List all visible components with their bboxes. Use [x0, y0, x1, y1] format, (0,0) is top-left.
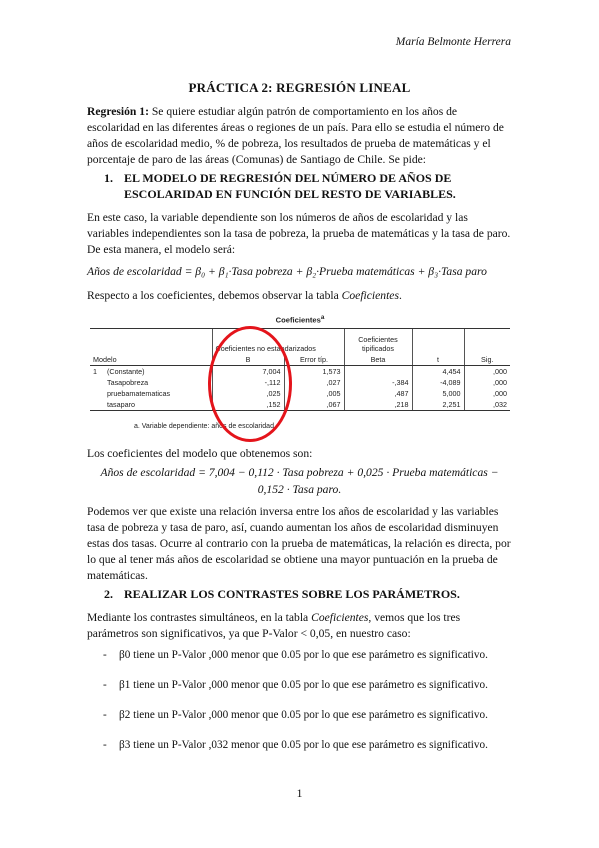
list-dash: -	[103, 739, 107, 751]
header-t: t	[412, 353, 464, 366]
highlight-circle	[208, 326, 292, 442]
estimated-formula-line-2: 0,152 · Tasa paro.	[257, 483, 342, 496]
cell-t: 5,000	[412, 388, 464, 399]
coefficients-table-title	[90, 314, 510, 325]
pvalue-list	[87, 648, 512, 768]
list-item-text: β0 tiene un P-Valor ,000 menor que 0.05 por lo que ese parámetro es significativo.	[119, 649, 488, 661]
cell-se: ,005	[284, 388, 344, 399]
header-sig: Sig.	[464, 353, 510, 366]
contrasts-paragraph	[87, 610, 512, 642]
table-row	[90, 399, 510, 411]
cell-b: ,025	[212, 388, 284, 399]
model-formula: Años de escolaridad = β₀ + β₁·Tasa pobreza + β₂·Prueba matemáticas + β₃·Tasa paro	[87, 265, 487, 278]
list-item	[87, 738, 512, 768]
header-spacer	[90, 329, 212, 354]
coefficients-table	[90, 312, 510, 438]
cell-sig: ,000	[464, 388, 510, 399]
author-name: María Belmonte Herrera	[395, 36, 511, 48]
cell-b: 7,004	[212, 366, 284, 378]
cell-sig: ,000	[464, 377, 510, 388]
cell-beta: ,487	[344, 388, 412, 399]
intro-paragraph	[87, 104, 512, 168]
contrasts-text: Mediante los contrastes simultáneos, en la tabla	[87, 611, 312, 624]
cell-beta: ,218	[344, 399, 412, 411]
cell-se: 1,573	[284, 366, 344, 378]
list-dash: -	[103, 709, 107, 721]
table-title-text: Coeficientes	[275, 315, 321, 325]
page-number: 1	[296, 786, 303, 800]
header-group-standardized: Coeficientes tipificados	[344, 329, 412, 354]
model-description: En este caso, la variable dependiente son los números de años de escolaridad y las variables independientes son la tasa de pobreza, la prueba de matemáticas y la tasa de paro. De esta manera, el modelo será:	[87, 211, 511, 256]
list-item	[87, 708, 512, 738]
section-1-title: EL MODELO DE REGRESIÓN DEL NÚMERO DE AÑOS DE ESCOLARIDAD EN FUNCIÓN DEL RESTO DE VARIABLES.	[124, 171, 456, 201]
cell-se: ,067	[284, 399, 344, 411]
cell-t: -4,089	[412, 377, 464, 388]
coefficients-reference-text: Respecto a los coeficientes, debemos observar la tabla	[87, 289, 342, 302]
row-name: pruebamatematicas	[107, 389, 171, 398]
list-item	[87, 678, 512, 708]
interpretation-paragraph: Podemos ver que existe una relación inversa entre los años de escolaridad y las variables tasa de pobreza y tasa de paro, así, cuando aumentan los años de escolaridad disminuyen estas dos tasas. Ocurre al contrario con la prueba de matemáticas, la relación es directa, por lo que al tener más años de escolaridad se obtiene una mayor puntuación en la prueba de matemáticas.	[87, 505, 511, 582]
contrasts-emph: Coeficientes	[311, 611, 369, 624]
table-footnote: a. Variable dependiente: años de escolaridad	[134, 423, 274, 430]
header-model: Modelo	[90, 353, 212, 366]
cell-b: -,112	[212, 377, 284, 388]
cell-b: ,152	[212, 399, 284, 411]
row-name: Tasapobreza	[107, 378, 149, 387]
list-item-text: β2 tiene un P-Valor ,000 menor que 0.05 por lo que ese parámetro es significativo.	[119, 709, 488, 721]
page-title: PRÁCTICA 2: REGRESIÓN LINEAL	[188, 80, 411, 95]
list-item-text: β3 tiene un P-Valor ,032 menor que 0.05 por lo que ese parámetro es significativo.	[119, 739, 488, 751]
intro-text: Se quiere estudiar algún patrón de comportamiento en los años de escolaridad en las diferentes áreas o regiones de un país. Para ello se estudia el número de años de escolaridad medio, % de pobreza, los resultados de prueba de matemáticas y el porcentaje de paro de las áreas (Comunas) de Santiago de Chile. Se pide:	[87, 105, 504, 166]
list-item-text: β1 tiene un P-Valor ,000 menor que 0.05 por lo que ese parámetro es significativo.	[119, 679, 488, 691]
cell-sig: ,000	[464, 366, 510, 378]
list-item	[87, 648, 512, 678]
header-blank-sig	[464, 329, 510, 354]
coefficients-reference-end: .	[398, 289, 402, 302]
contrasts-end: , vemos que los tres parámetros son significativos, ya que P-Valor < 0,05, en nuestro caso:	[87, 611, 461, 640]
header-blank-t	[412, 329, 464, 354]
section-1-number: 1.	[104, 171, 113, 185]
cell-se: ,027	[284, 377, 344, 388]
coefficients-reference-emph: Coeficientes	[341, 289, 399, 302]
cell-sig: ,032	[464, 399, 510, 411]
table-row	[90, 377, 510, 388]
coefficients-reference	[87, 288, 512, 304]
header-beta: Beta	[344, 353, 412, 366]
estimated-formula	[87, 464, 512, 498]
header-b: B	[212, 353, 284, 366]
intro-label: Regresión 1:	[87, 105, 149, 118]
cell-t: 4,454	[412, 366, 464, 378]
header-group-unstandardized: Coeficientes no estandarizados	[212, 329, 344, 354]
list-dash: -	[103, 649, 107, 661]
table-row	[90, 366, 510, 378]
table-row	[90, 388, 510, 399]
cell-beta: -,384	[344, 377, 412, 388]
cell-t: 2,251	[412, 399, 464, 411]
estimated-formula-line-1: Años de escolaridad = 7,004 − 0,112 · Tasa pobreza + 0,025 · Prueba matemáticas −	[100, 466, 499, 479]
list-dash: -	[103, 679, 107, 691]
model-number: 1	[93, 367, 97, 376]
cell-beta	[344, 366, 412, 378]
section-2-number: 2.	[104, 587, 113, 601]
section-2-title: REALIZAR LOS CONTRASTES SOBRE LOS PARÁMETROS.	[124, 587, 460, 601]
header-se: Error típ.	[284, 353, 344, 366]
table-title-sup: a	[320, 314, 325, 321]
table-header-row-2	[90, 353, 510, 366]
coefficients-grid	[90, 328, 510, 411]
row-name: tasaparo	[104, 399, 212, 411]
coefficients-intro: Los coeficientes del modelo que obtenemos son:	[87, 447, 313, 460]
table-header-row-1	[90, 329, 510, 354]
row-name: (Constante)	[107, 367, 145, 376]
